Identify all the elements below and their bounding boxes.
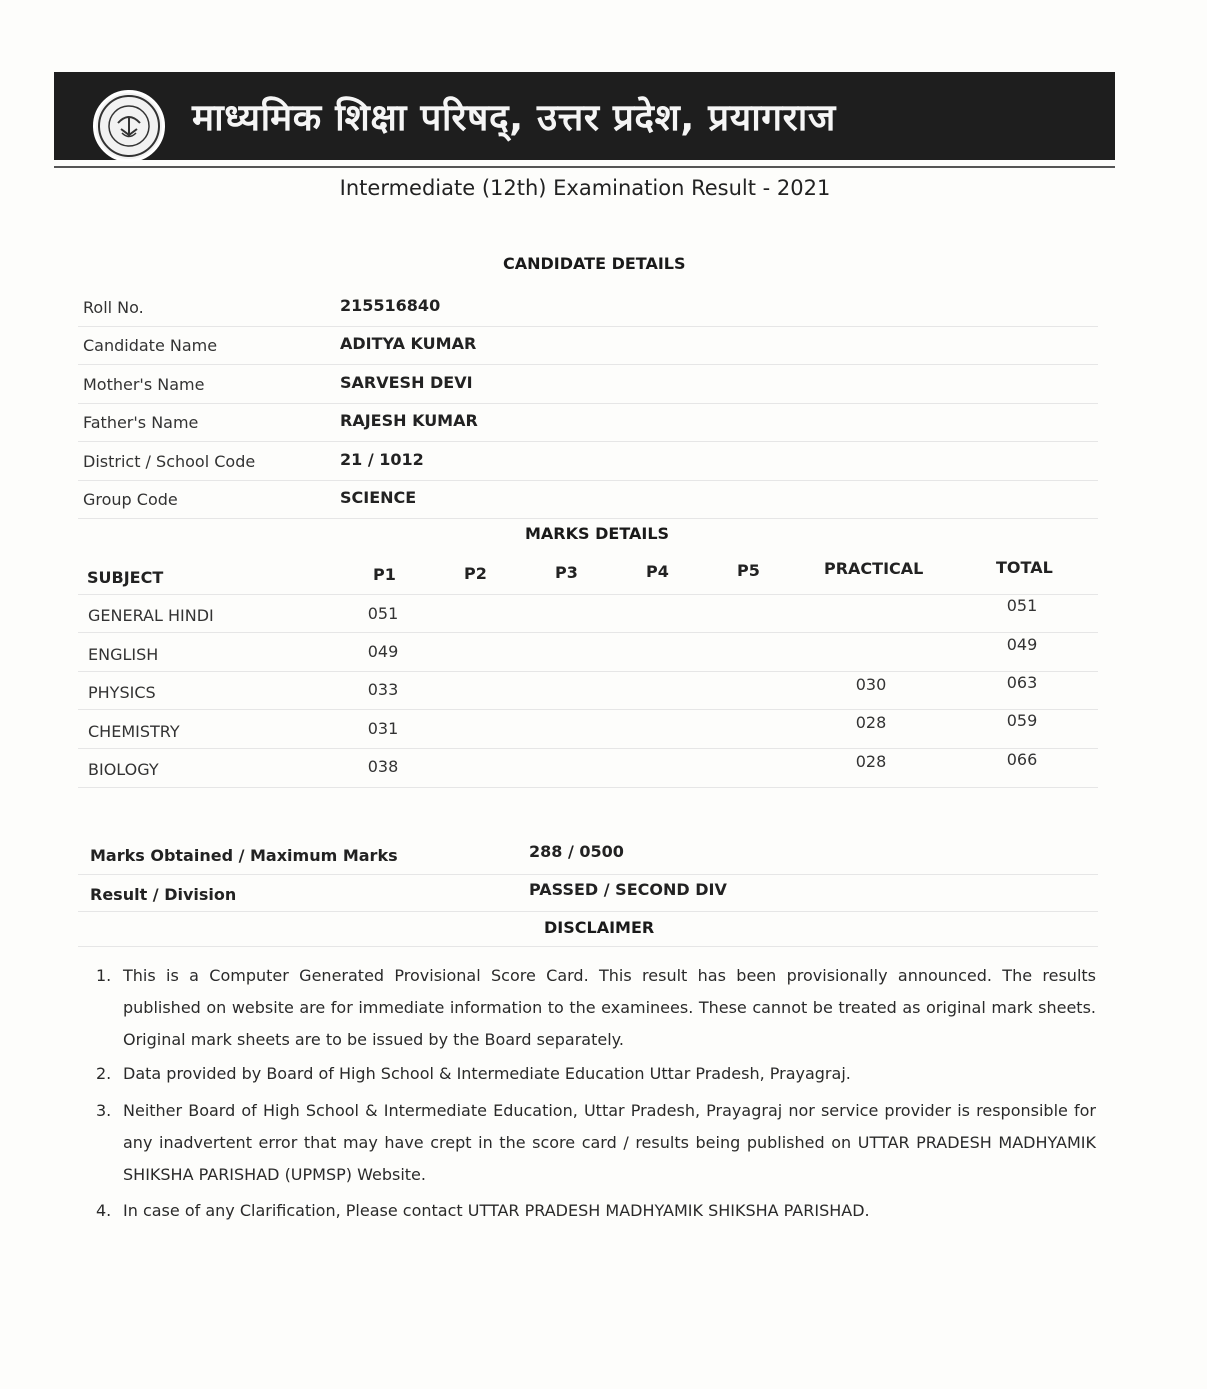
header-underline	[54, 166, 1115, 168]
marks-obtained-label: Marks Obtained / Maximum Marks	[90, 846, 398, 865]
disclaimer-heading: DISCLAIMER	[544, 918, 655, 937]
p1-mark: 051	[367, 604, 399, 623]
board-title: माध्यमिक शिक्षा परिषद्, उत्तर प्रदेश, प्रयागराज	[192, 96, 836, 139]
row-divider	[78, 911, 1098, 912]
total-mark: 063	[1006, 673, 1038, 692]
field-label: Candidate Name	[83, 336, 218, 355]
field-label: Mother's Name	[83, 375, 205, 394]
field-value: 215516840	[340, 296, 441, 315]
disclaimer-number: 3.	[96, 1101, 112, 1120]
subject-name: CHEMISTRY	[88, 722, 180, 741]
row-divider	[78, 874, 1098, 875]
field-value: RAJESH KUMAR	[340, 411, 478, 430]
row-divider	[78, 632, 1098, 633]
row-divider	[78, 518, 1098, 519]
col-header-total: TOTAL	[996, 558, 1053, 577]
candidate-row-father	[78, 405, 1098, 443]
col-header-subject: SUBJECT	[87, 568, 164, 587]
candidate-row-mother	[78, 367, 1098, 405]
row-divider	[78, 671, 1098, 672]
row-divider	[78, 946, 1098, 947]
field-label: Roll No.	[83, 298, 144, 317]
marks-obtained-value: 288 / 0500	[529, 842, 624, 861]
row-divider	[78, 709, 1098, 710]
field-value: SCIENCE	[340, 488, 417, 507]
result-division-value: PASSED / SECOND DIV	[529, 880, 727, 899]
candidate-row-name	[78, 328, 1098, 366]
col-header-p2: P2	[464, 564, 487, 583]
row-divider	[78, 594, 1098, 595]
disclaimer-item	[96, 960, 1096, 1056]
p1-mark: 049	[367, 642, 399, 661]
disclaimer-item	[96, 1058, 1096, 1090]
practical-mark: 028	[855, 752, 887, 771]
col-header-p3: P3	[555, 563, 578, 582]
candidate-details-heading: CANDIDATE DETAILS	[503, 254, 686, 273]
total-mark: 049	[1006, 635, 1038, 654]
p1-mark: 038	[367, 757, 399, 776]
field-value: ADITYA KUMAR	[340, 334, 477, 353]
col-header-p4: P4	[646, 562, 669, 581]
subject-name: PHYSICS	[88, 683, 156, 702]
row-divider	[78, 748, 1098, 749]
disclaimer-item	[96, 1195, 1096, 1227]
candidate-row-roll	[78, 290, 1098, 328]
subject-name: GENERAL HINDI	[88, 606, 214, 625]
subject-name: ENGLISH	[88, 645, 159, 664]
disclaimer-text: This is a Computer Generated Provisional Score Card. This result has been provisionally announced. The results published on website are for immediate information to the examinees. These cannot be treated as original mark sheets. Original mark sheets are to be issued by the Board separately.	[123, 966, 1096, 1049]
disclaimer-item	[96, 1095, 1096, 1191]
row-divider	[78, 787, 1098, 788]
field-label: Group Code	[83, 490, 178, 509]
total-mark: 059	[1006, 711, 1038, 730]
result-division-label: Result / Division	[90, 885, 237, 904]
row-divider	[78, 403, 1098, 404]
practical-mark: 028	[855, 713, 887, 732]
disclaimer-text: Data provided by Board of High School & Intermediate Education Uttar Pradesh, Prayagraj.	[123, 1064, 851, 1083]
exam-title: Intermediate (12th) Examination Result - 2021	[339, 176, 831, 200]
col-header-p1: P1	[373, 565, 396, 584]
field-label: District / School Code	[83, 452, 256, 471]
row-divider	[78, 441, 1098, 442]
disclaimer-number: 2.	[96, 1064, 112, 1083]
candidate-row-district	[78, 444, 1098, 482]
row-divider	[78, 364, 1098, 365]
disclaimer-text: Neither Board of High School & Intermediate Education, Uttar Pradesh, Prayagraj nor service provider is responsible for any inadvertent error that may have crept in the score card / results being published on UTTAR PRADESH MADHYAMIK SHIKSHA PARISHAD (UPMSP) Website.	[123, 1101, 1096, 1184]
total-mark: 066	[1006, 750, 1038, 769]
field-label: Father's Name	[83, 413, 199, 432]
disclaimer-number: 4.	[96, 1201, 112, 1220]
field-value: 21 / 1012	[340, 450, 424, 469]
candidate-row-group	[78, 482, 1098, 520]
marks-details-heading: MARKS DETAILS	[525, 524, 670, 543]
field-value: SARVESH DEVI	[340, 373, 473, 392]
col-header-p5: P5	[737, 561, 760, 580]
up-government-seal-icon	[93, 90, 165, 162]
col-header-practical: PRACTICAL	[824, 559, 924, 578]
subject-name: BIOLOGY	[88, 760, 159, 779]
row-divider	[78, 326, 1098, 327]
p1-mark: 033	[367, 680, 399, 699]
disclaimer-text: In case of any Clarification, Please contact UTTAR PRADESH MADHYAMIK SHIKSHA PARISHAD.	[123, 1201, 870, 1220]
total-mark: 051	[1006, 596, 1038, 615]
row-divider	[78, 480, 1098, 481]
practical-mark: 030	[855, 675, 887, 694]
p1-mark: 031	[367, 719, 399, 738]
disclaimer-number: 1.	[96, 966, 112, 985]
